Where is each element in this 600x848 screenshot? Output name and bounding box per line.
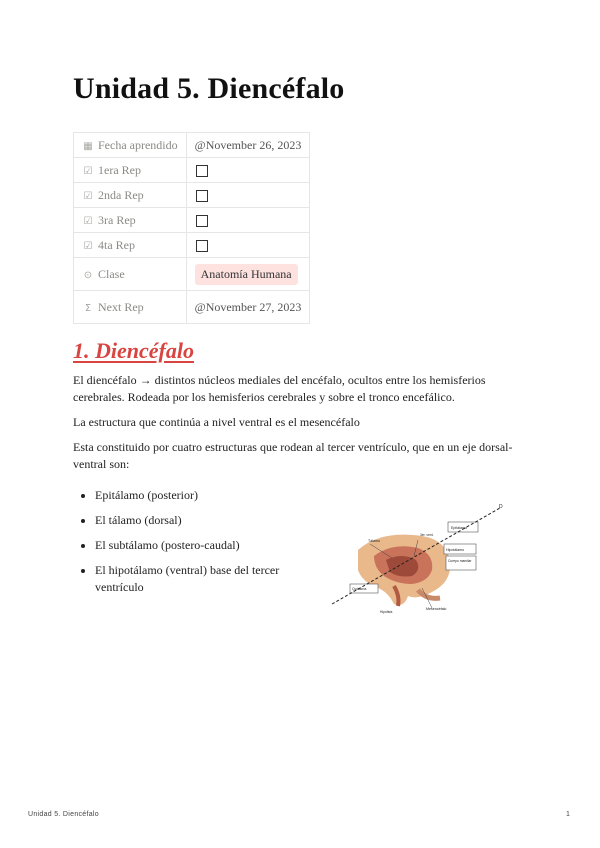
paragraph: Esta constituido por cuatro estructuras que rodean al tercer ventrículo, que en un eje dorsal-ventral son: — [73, 440, 513, 471]
property-name: ☑ 2nda Rep — [74, 183, 187, 208]
next-rep-value: @November 27, 2023 — [186, 291, 310, 324]
structures-list — [73, 487, 325, 604]
axis-label: D — [499, 504, 503, 510]
property-row — [74, 208, 310, 233]
footer-title: Unidad 5. Diencéfalo — [28, 811, 99, 818]
checkbox-icon: ☑ — [83, 165, 93, 177]
talamo-label: Tálamo — [368, 539, 380, 543]
paragraph: El diencéfalo → distintos núcleos mediales del encéfalo, ocultos entre los hemisferios cerebrales. Rodeada por los hemisferios cerebrales y sobre el tronco encefálico. — [73, 373, 486, 404]
hipotalamo-label: Hipotálamo — [446, 548, 465, 552]
list-item: • El hipotálamo (ventral) base del tercer ventrículo — [95, 562, 325, 596]
sigma-icon: Σ — [84, 302, 92, 314]
property-row — [74, 291, 310, 324]
rep4-checkbox[interactable] — [196, 240, 208, 252]
rep2-checkbox[interactable] — [196, 190, 208, 202]
property-name: ▦ Fecha aprendido — [74, 133, 187, 158]
class-tag[interactable]: Anatomía Humana — [195, 264, 298, 285]
hipofisis-label: Hipófisis — [380, 610, 393, 614]
property-row — [74, 183, 310, 208]
rep3-checkbox[interactable] — [196, 215, 208, 227]
diencephalon-diagram — [322, 500, 512, 615]
page-number: 1 — [566, 811, 570, 818]
select-icon: ⊙ — [83, 269, 93, 281]
mammillary-body-label: Cuerpo mamilar — [448, 559, 472, 563]
rep1-checkbox[interactable] — [196, 165, 208, 177]
property-name: ⊙ Clase — [74, 258, 187, 291]
property-name: ☑ 4ta Rep — [74, 233, 187, 258]
list-item: • El tálamo (dorsal) — [95, 512, 325, 529]
properties-table — [73, 132, 310, 324]
property-row — [74, 133, 310, 158]
list-item: • Epitálamo (posterior) — [95, 487, 325, 504]
checkbox-icon: ☑ — [83, 215, 93, 227]
property-name: ☑ 1era Rep — [74, 158, 187, 183]
quiasma-label: Quiasma — [352, 587, 367, 591]
property-name: Σ Next Rep — [74, 291, 187, 324]
property-name: ☑ 3ra Rep — [74, 208, 187, 233]
third-ventricle-label: 3er. vent. — [420, 533, 434, 537]
property-row — [74, 233, 310, 258]
property-row — [74, 158, 310, 183]
checkbox-icon: ☑ — [83, 240, 93, 252]
checkbox-icon: ☑ — [83, 190, 93, 202]
paragraph: La estructura que continúa a nivel ventral es el mesencéfalo — [73, 415, 360, 429]
date-learned-value[interactable]: @November 26, 2023 — [186, 133, 310, 158]
epitalamo-label: Epitálamo — [451, 526, 467, 530]
page-title: Unidad 5. Diencéfalo — [73, 72, 345, 105]
calendar-icon: ▦ — [83, 140, 93, 152]
mesencefalo-label: Mesencéfalo — [426, 607, 447, 611]
section-heading: 1. Diencéfalo — [73, 338, 194, 363]
list-item: • El subtálamo (postero-caudal) — [95, 537, 325, 554]
property-row — [74, 258, 310, 291]
